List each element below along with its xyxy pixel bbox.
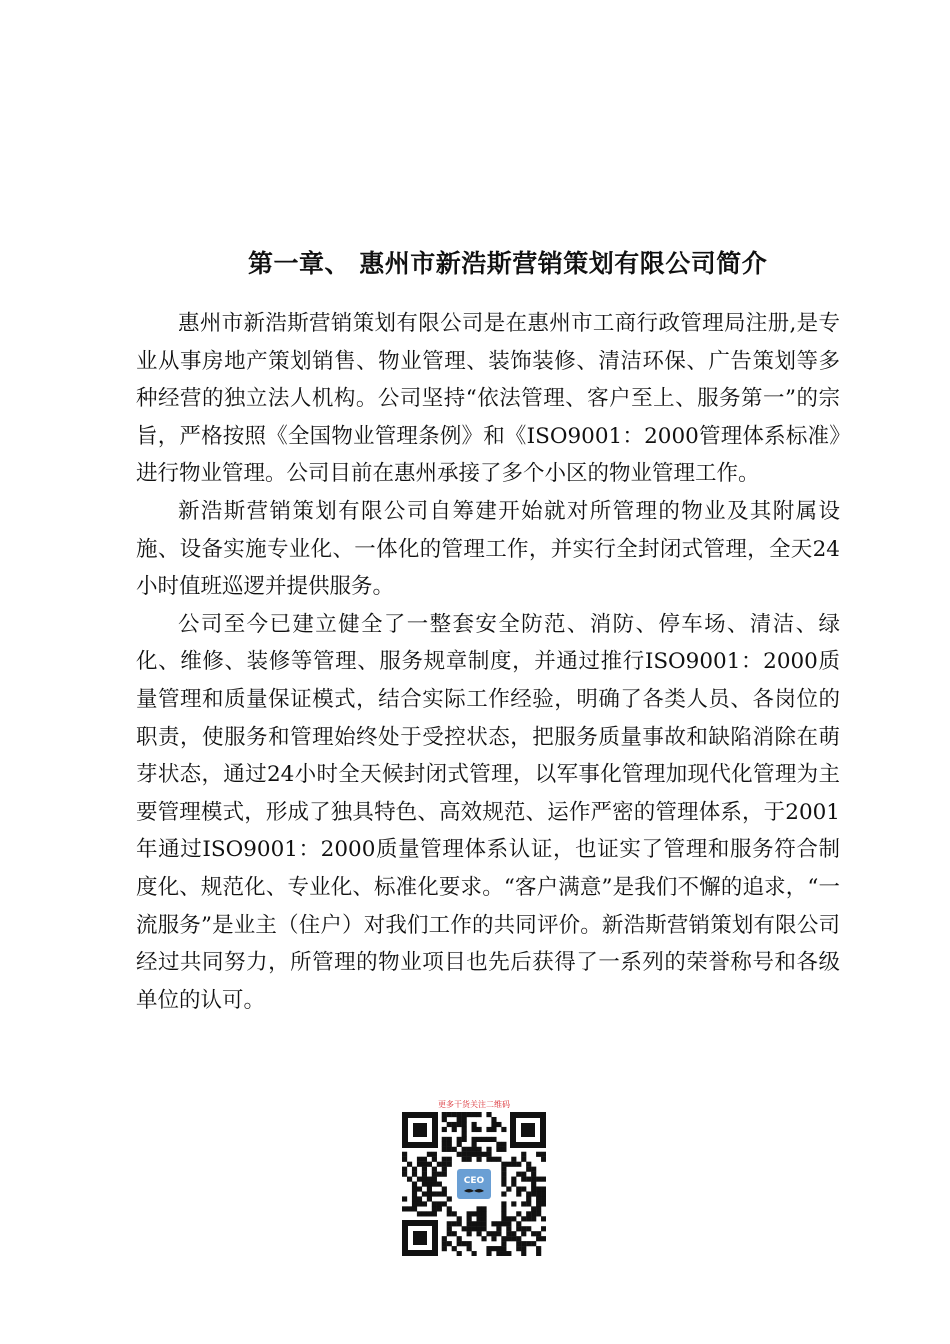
qr-module xyxy=(437,1191,442,1196)
qr-module xyxy=(417,1196,422,1201)
qr-module xyxy=(442,1236,447,1241)
qr-module xyxy=(402,1157,407,1162)
qr-module xyxy=(531,1216,536,1221)
qr-module xyxy=(491,1231,496,1236)
qr-module xyxy=(442,1142,447,1147)
qr-module xyxy=(467,1157,472,1162)
qr-module xyxy=(457,1122,462,1127)
qr-module xyxy=(536,1251,541,1256)
qr-module xyxy=(506,1236,511,1241)
qr-module xyxy=(501,1142,506,1147)
qr-module xyxy=(501,1201,506,1206)
qr-module xyxy=(437,1201,442,1206)
qr-module xyxy=(472,1147,477,1152)
qr-module xyxy=(472,1152,477,1157)
qr-module xyxy=(422,1211,427,1216)
qr-module xyxy=(541,1196,546,1201)
qr-module xyxy=(536,1191,541,1196)
qr-module xyxy=(516,1162,521,1167)
qr-module xyxy=(437,1206,442,1211)
qr-module xyxy=(427,1177,432,1182)
qr-module xyxy=(516,1221,521,1226)
qr-module xyxy=(417,1211,422,1216)
qr-module xyxy=(467,1216,472,1221)
qr-module xyxy=(531,1182,536,1187)
qr-module xyxy=(526,1241,531,1246)
qr-module xyxy=(536,1196,541,1201)
qr-module xyxy=(501,1191,506,1196)
qr-module xyxy=(481,1152,486,1157)
qr-module xyxy=(462,1122,467,1127)
qr-module xyxy=(526,1162,531,1167)
qr-module xyxy=(521,1226,526,1231)
qr-module xyxy=(506,1226,511,1231)
qr-module xyxy=(422,1177,427,1182)
qr-module xyxy=(476,1112,481,1117)
qr-module xyxy=(526,1226,531,1231)
qr-module xyxy=(422,1201,427,1206)
qr-module xyxy=(501,1206,506,1211)
qr-module xyxy=(412,1186,417,1191)
qr-module xyxy=(506,1231,511,1236)
qr-module xyxy=(412,1196,417,1201)
qr-module xyxy=(462,1152,467,1157)
qr-module xyxy=(472,1127,477,1132)
qr-module xyxy=(442,1117,447,1122)
qr-module xyxy=(467,1246,472,1251)
qr-module xyxy=(457,1221,462,1226)
qr-module xyxy=(417,1186,422,1191)
qr-module xyxy=(472,1142,477,1147)
qr-module xyxy=(536,1201,541,1206)
qr-module xyxy=(407,1177,412,1182)
qr-module xyxy=(432,1177,437,1182)
qr-module xyxy=(501,1221,506,1226)
qr-module xyxy=(476,1226,481,1231)
qr-module xyxy=(491,1221,496,1226)
qr-module xyxy=(526,1167,531,1172)
qr-module xyxy=(496,1231,501,1236)
qr-module xyxy=(476,1221,481,1226)
qr-module xyxy=(526,1177,531,1182)
qr-module xyxy=(491,1137,496,1142)
qr-module xyxy=(501,1216,506,1221)
qr-module xyxy=(536,1177,541,1182)
qr-module xyxy=(452,1127,457,1132)
qr-module xyxy=(536,1211,541,1216)
qr-module xyxy=(447,1221,452,1226)
qr-module xyxy=(452,1231,457,1236)
qr-module xyxy=(402,1196,407,1201)
qr-module xyxy=(417,1177,422,1182)
qr-module xyxy=(511,1201,516,1206)
qr-module xyxy=(506,1251,511,1256)
qr-module xyxy=(467,1147,472,1152)
qr-module xyxy=(541,1201,546,1206)
qr-module xyxy=(516,1236,521,1241)
qr-module xyxy=(541,1226,546,1231)
qr-module xyxy=(412,1172,417,1177)
qr-module xyxy=(472,1122,477,1127)
qr-module xyxy=(457,1241,462,1246)
qr-module xyxy=(467,1152,472,1157)
qr-module xyxy=(476,1137,481,1142)
qr-module xyxy=(521,1201,526,1206)
qr-module xyxy=(457,1216,462,1221)
qr-module xyxy=(427,1152,432,1157)
qr-module xyxy=(457,1152,462,1157)
qr-module xyxy=(412,1182,417,1187)
qr-module xyxy=(432,1206,437,1211)
qr-module xyxy=(501,1211,506,1216)
qr-module xyxy=(481,1137,486,1142)
qr-module xyxy=(422,1167,427,1172)
qr-module xyxy=(496,1122,501,1127)
qr-module xyxy=(541,1191,546,1196)
qr-module xyxy=(541,1216,546,1221)
qr-module xyxy=(526,1201,531,1206)
qr-module xyxy=(412,1191,417,1196)
qr-module xyxy=(476,1231,481,1236)
qr-module xyxy=(506,1162,511,1167)
qr-module xyxy=(536,1152,541,1157)
qr-module xyxy=(496,1147,501,1152)
qr-module xyxy=(481,1206,486,1211)
qr-module xyxy=(462,1157,467,1162)
qr-module xyxy=(496,1226,501,1231)
qr-module xyxy=(496,1246,501,1251)
qr-module xyxy=(442,1201,447,1206)
qr-module xyxy=(442,1162,447,1167)
qr-module xyxy=(521,1186,526,1191)
qr-module xyxy=(506,1186,511,1191)
qr-module xyxy=(457,1142,462,1147)
ceo-logo-text: CEO xyxy=(463,1176,485,1186)
qr-module xyxy=(452,1221,457,1226)
qr-module xyxy=(432,1167,437,1172)
qr-module xyxy=(486,1112,491,1117)
qr-module xyxy=(501,1127,506,1132)
qr-module xyxy=(531,1186,536,1191)
qr-module xyxy=(476,1206,481,1211)
qr-module xyxy=(412,1206,417,1211)
qr-module xyxy=(531,1231,536,1236)
qr-module xyxy=(511,1236,516,1241)
qr-module xyxy=(457,1137,462,1142)
qr-module xyxy=(526,1191,531,1196)
qr-module xyxy=(427,1182,432,1187)
qr-module xyxy=(422,1162,427,1167)
qr-module xyxy=(442,1127,447,1132)
qr-module xyxy=(511,1231,516,1236)
qr-module xyxy=(536,1246,541,1251)
qr-module xyxy=(442,1112,447,1117)
qr-module xyxy=(402,1152,407,1157)
qr-module xyxy=(447,1196,452,1201)
qr-module xyxy=(521,1177,526,1182)
qr-module xyxy=(486,1127,491,1132)
qr-module xyxy=(427,1162,432,1167)
qr-module xyxy=(462,1137,467,1142)
paragraph-management: 新浩斯营销策划有限公司自筹建开始就对所管理的物业及其附属设施、设备实施专业化、一体化的管理工作，并实行全封闭式管理，全天24小时值班巡逻并提供服务。 xyxy=(136,498,840,600)
qr-module xyxy=(472,1211,477,1216)
qr-module xyxy=(467,1231,472,1236)
qr-module xyxy=(486,1246,491,1251)
qr-module xyxy=(531,1206,536,1211)
qr-module xyxy=(442,1241,447,1246)
qr-module xyxy=(457,1251,462,1256)
qr-module xyxy=(447,1157,452,1162)
qr-module xyxy=(496,1142,501,1147)
qr-module xyxy=(422,1182,427,1187)
qr-module xyxy=(501,1177,506,1182)
qr-module xyxy=(521,1246,526,1251)
qr-module xyxy=(442,1186,447,1191)
qr-module xyxy=(432,1182,437,1187)
qr-module xyxy=(402,1167,407,1172)
qr-module xyxy=(531,1211,536,1216)
qr-module xyxy=(462,1112,467,1117)
qr-module xyxy=(486,1251,491,1256)
paragraph-company-intro: 惠州市新浩斯营销策划有限公司是在惠州市工商行政管理局注册,是专业从事房地产策划销售、物业管理、装饰装修、清洁环保、广告策划等多种经营的独立法人机构。公司坚持“依法管理、客户至上、服务第一”的宗旨，严格按照《全国物业管理条例》和《ISO9001：2000管理体系标准》进行物业管理。公司目前在惠州承接了多个小区的物业管理工作。 xyxy=(136,311,840,487)
qr-module xyxy=(432,1191,437,1196)
qr-module xyxy=(447,1142,452,1147)
qr-module xyxy=(452,1147,457,1152)
qr-module xyxy=(437,1182,442,1187)
qr-module xyxy=(437,1162,442,1167)
qr-module xyxy=(422,1172,427,1177)
qr-module xyxy=(496,1221,501,1226)
qr-module xyxy=(531,1177,536,1182)
qr-module xyxy=(521,1231,526,1236)
qr-module xyxy=(452,1211,457,1216)
qr-module xyxy=(531,1172,536,1177)
qr-module xyxy=(467,1221,472,1226)
qr-module xyxy=(452,1246,457,1251)
qr-module xyxy=(457,1236,462,1241)
qr-module xyxy=(481,1221,486,1226)
qr-module xyxy=(506,1216,511,1221)
qr-module xyxy=(501,1241,506,1246)
qr-module xyxy=(417,1157,422,1162)
qr-module xyxy=(501,1246,506,1251)
qr-module xyxy=(501,1236,506,1241)
qr-module xyxy=(417,1162,422,1167)
qr-module xyxy=(536,1186,541,1191)
qr-module xyxy=(476,1157,481,1162)
qr-module xyxy=(442,1191,447,1196)
qr-module xyxy=(422,1157,427,1162)
qr-module xyxy=(427,1196,432,1201)
qr-module xyxy=(511,1182,516,1187)
qr-module xyxy=(486,1147,491,1152)
qr-module xyxy=(447,1206,452,1211)
qr-module xyxy=(462,1147,467,1152)
qr-module xyxy=(501,1172,506,1177)
qr-module xyxy=(432,1157,437,1162)
qr-module xyxy=(467,1112,472,1117)
qr-module xyxy=(427,1186,432,1191)
qr-module xyxy=(501,1167,506,1172)
qr-module xyxy=(516,1226,521,1231)
qr-module xyxy=(447,1231,452,1236)
qr-module xyxy=(432,1152,437,1157)
qr-module xyxy=(531,1191,536,1196)
qr-module xyxy=(476,1147,481,1152)
qr-module xyxy=(476,1127,481,1132)
qr-module xyxy=(447,1137,452,1142)
qr-module xyxy=(491,1127,496,1132)
qr-module xyxy=(541,1152,546,1157)
qr-module xyxy=(402,1206,407,1211)
qr-module xyxy=(496,1157,501,1162)
qr-module xyxy=(521,1172,526,1177)
qr-module xyxy=(457,1117,462,1122)
qr-module xyxy=(447,1211,452,1216)
qr-module xyxy=(462,1127,467,1132)
qr-module xyxy=(442,1246,447,1251)
paragraph-quality-system: 公司至今已建立健全了一整套安全防范、消防、停车场、清洁、绿化、维修、装修等管理、服务规章制度，并通过推行ISO9001：2000质量管理和质量保证模式，结合实际工作经验，明确了各类人员、各岗位的职责，使服务和管理始终处于受控状态，把服务质量事故和缺陷消除在萌芽状态，通过24小时全天候封闭式管理，以军事化管理加现代化管理为主要管理模式，形成了独具特色、高效规范、运作严密的管理体系，于2001年通过ISO9001：2000质量管理体系认证，也证实了管理和服务符合制度化、规范化、专业化、标准化要求。“客户满意”是我们不懈的追求，“一流服务”是业主（住户）对我们工作的共同评价。新浩斯营销策划有限公司经过共同努力，所管理的物业项目也先后获得了一系列的荣誉称号和各级单位的认可。 xyxy=(136,611,840,1013)
qr-module xyxy=(531,1167,536,1172)
qr-module xyxy=(452,1112,457,1117)
qr-module xyxy=(462,1226,467,1231)
qr-module xyxy=(501,1251,506,1256)
qr-module xyxy=(402,1172,407,1177)
qr-module xyxy=(531,1241,536,1246)
qr-module xyxy=(447,1162,452,1167)
qr-module xyxy=(491,1236,496,1241)
qr-module xyxy=(486,1137,491,1142)
qr-module xyxy=(516,1211,521,1216)
qr-module xyxy=(516,1241,521,1246)
qr-module xyxy=(417,1201,422,1206)
qr-module xyxy=(481,1216,486,1221)
qr-module xyxy=(476,1152,481,1157)
qr-module xyxy=(412,1167,417,1172)
qr-module xyxy=(491,1117,496,1122)
qr-module xyxy=(481,1211,486,1216)
qr-module xyxy=(501,1162,506,1167)
qr-module xyxy=(521,1216,526,1221)
qr-module xyxy=(536,1236,541,1241)
qr-module xyxy=(521,1251,526,1256)
qr-module xyxy=(422,1191,427,1196)
qr-module xyxy=(486,1157,491,1162)
qr-module xyxy=(476,1216,481,1221)
qr-caption: 更多干货关注二维码 xyxy=(438,1100,510,1109)
qr-module xyxy=(526,1211,531,1216)
qr-module xyxy=(526,1216,531,1221)
qr-module xyxy=(442,1137,447,1142)
qr-module xyxy=(467,1226,472,1231)
qr-module xyxy=(516,1186,521,1191)
qr-module xyxy=(481,1226,486,1231)
qr-module xyxy=(447,1112,452,1117)
qr-module xyxy=(516,1246,521,1251)
qr-module xyxy=(442,1172,447,1177)
qr-module xyxy=(432,1201,437,1206)
qr-module xyxy=(511,1216,516,1221)
qr-module xyxy=(496,1251,501,1256)
qr-module xyxy=(501,1182,506,1187)
qr-module xyxy=(486,1231,491,1236)
qr-code-block xyxy=(398,1100,550,1258)
qr-module xyxy=(541,1157,546,1162)
qr-module xyxy=(452,1122,457,1127)
qr-module xyxy=(516,1172,521,1177)
qr-module xyxy=(511,1177,516,1182)
qr-module xyxy=(447,1122,452,1127)
qr-module xyxy=(516,1191,521,1196)
qr-module xyxy=(541,1186,546,1191)
qr-module xyxy=(521,1157,526,1162)
qr-module xyxy=(457,1112,462,1117)
qr-module xyxy=(447,1241,452,1246)
qr-module xyxy=(506,1221,511,1226)
qr-module xyxy=(432,1211,437,1216)
qr-code-image xyxy=(402,1112,546,1256)
qr-module xyxy=(462,1132,467,1137)
qr-module xyxy=(442,1147,447,1152)
qr-module xyxy=(521,1152,526,1157)
qr-module xyxy=(427,1191,432,1196)
qr-module xyxy=(476,1211,481,1216)
qr-module xyxy=(511,1157,516,1162)
qr-module xyxy=(412,1201,417,1206)
qr-module xyxy=(541,1177,546,1182)
qr-module xyxy=(536,1206,541,1211)
qr-module xyxy=(491,1157,496,1162)
qr-module xyxy=(442,1167,447,1172)
qr-module xyxy=(432,1172,437,1177)
qr-module xyxy=(491,1246,496,1251)
qr-module xyxy=(481,1236,486,1241)
qr-module xyxy=(536,1231,541,1236)
qr-module xyxy=(472,1221,477,1226)
document-body xyxy=(136,305,840,1019)
qr-module xyxy=(491,1122,496,1127)
qr-module xyxy=(521,1241,526,1246)
qr-module xyxy=(462,1117,467,1122)
qr-module xyxy=(467,1241,472,1246)
qr-module xyxy=(437,1172,442,1177)
qr-module xyxy=(467,1211,472,1216)
qr-module xyxy=(462,1241,467,1246)
qr-module xyxy=(501,1147,506,1152)
qr-module xyxy=(526,1196,531,1201)
qr-module xyxy=(447,1147,452,1152)
qr-module xyxy=(472,1226,477,1231)
qr-module xyxy=(511,1162,516,1167)
qr-module xyxy=(427,1211,432,1216)
qr-module xyxy=(486,1152,491,1157)
qr-module xyxy=(407,1206,412,1211)
qr-module xyxy=(442,1157,447,1162)
qr-module xyxy=(472,1251,477,1256)
qr-module xyxy=(447,1226,452,1231)
qr-module xyxy=(472,1137,477,1142)
qr-module xyxy=(472,1112,477,1117)
qr-module xyxy=(407,1162,412,1167)
qr-module xyxy=(541,1236,546,1241)
page-title: 第一章、 惠州市新浩斯营销策划有限公司简介 xyxy=(248,249,768,278)
